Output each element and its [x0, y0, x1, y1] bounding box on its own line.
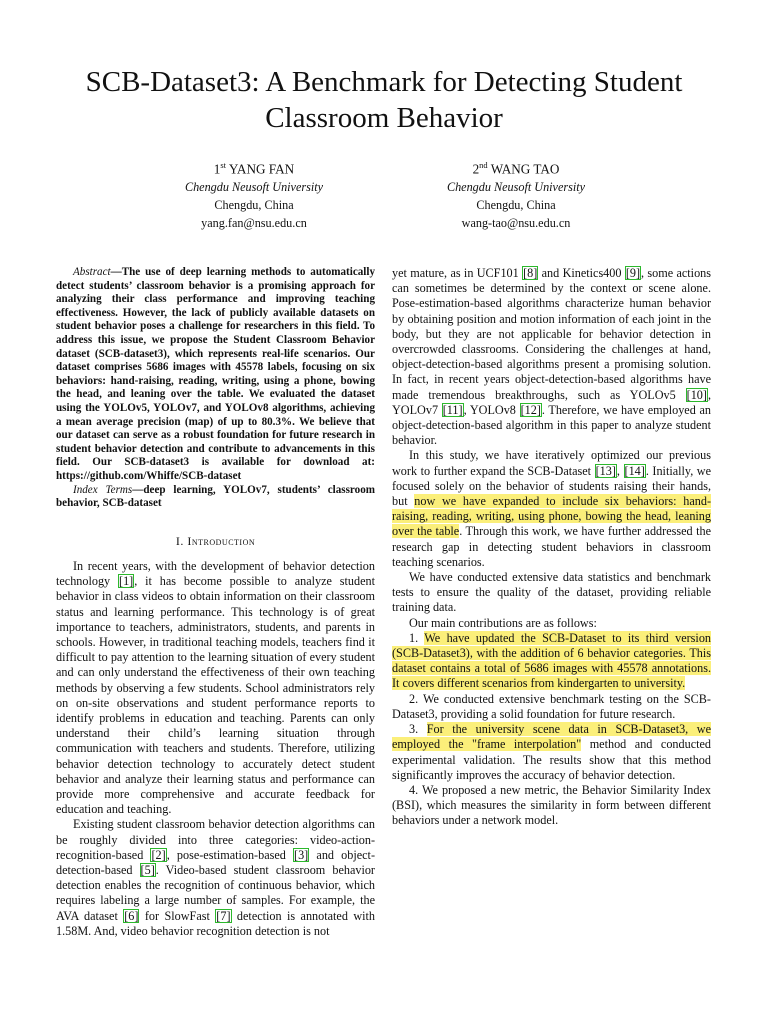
- text-run: yet mature, as in UCF101: [392, 266, 523, 280]
- index-terms: [56, 484, 375, 511]
- highlighted-text: now we have expanded to include six behaviors: hand-raising, reading, writing, using phone, bowing the head, leaning over the table: [392, 494, 711, 539]
- author-name-line: [124, 156, 384, 178]
- text-run: ,: [616, 463, 624, 478]
- author-name: YANG FAN: [228, 161, 295, 177]
- citation-link[interactable]: [1]: [119, 574, 134, 589]
- highlighted-text: We have updated the SCB-Dataset to its third version (SCB-Dataset3), with the addition of 6 behavior categories. This dataset contains a total of 5686 images with 45578 annotations. It covers different scenarios from kindergarten to university.: [392, 630, 712, 691]
- text-run: Existing student classroom behavior detection algorithms can be roughly divided into three categories: video-action-recognition-based: [56, 817, 375, 862]
- text-run: and Kinetics400: [538, 266, 625, 280]
- title-line-1: SCB-Dataset3: A Benchmark for Detecting Student: [85, 66, 683, 98]
- author-email: yang.fan@nsu.edu.cn: [201, 216, 307, 231]
- citation-link[interactable]: [10]: [686, 387, 707, 402]
- right-column: [392, 266, 711, 829]
- citation-link[interactable]: [14]: [624, 463, 645, 478]
- author-ordinal: 2: [472, 161, 480, 177]
- author-block-2: [386, 156, 646, 232]
- citation-link[interactable]: [6]: [124, 908, 139, 923]
- contributions-intro: Our main contributions are as follows:: [409, 615, 597, 630]
- author-ordinal: 1: [213, 161, 221, 177]
- item-number: 3.: [409, 722, 427, 737]
- author-name-line: [386, 156, 646, 178]
- intro-paragraph-1: [56, 559, 375, 817]
- abstract-lead: Abstract: [73, 266, 111, 278]
- index-terms-text: —deep learning, YOLOv7, students’ classroom behavior, SCB-dataset: [56, 483, 375, 510]
- text-run: . Therefore, we have employed an object-detection-based algorithm in this paper to analyze student behavior.: [392, 402, 711, 448]
- text-run: In this study, we have iteratively optimized our previous work to further expand the SCB-Dataset: [392, 448, 711, 478]
- contributions-list: [392, 631, 711, 829]
- author-ordinal-suffix: st: [220, 160, 227, 170]
- author-name: WANG TAO: [490, 161, 560, 177]
- text-run: . Through this work, we have further addressed the research gap in detecting student behaviors in classroom teaching scenarios.: [392, 524, 711, 569]
- section-title: Introduction: [187, 533, 256, 548]
- author-location: Chengdu, China: [476, 198, 556, 213]
- author-location: Chengdu, China: [214, 198, 294, 213]
- citation-link[interactable]: [7]: [216, 908, 231, 923]
- section-heading-introduction: [56, 534, 375, 549]
- citation-link[interactable]: [12]: [520, 402, 541, 417]
- author-block-1: [124, 156, 384, 232]
- citation-link[interactable]: [3]: [294, 847, 309, 862]
- citation-link[interactable]: [5]: [140, 862, 155, 877]
- text-run: . Video-based student classroom behavior detection enables the recognition of continuous behavior, which requires labeling a large number of samples. For example, the AVA dataset: [56, 862, 375, 923]
- author-affiliation: Chengdu Neusoft University: [184, 180, 324, 195]
- author-affiliation: Chengdu Neusoft University: [446, 180, 586, 195]
- intro-paragraph-3: [392, 448, 711, 570]
- contribution-item-3: [392, 722, 711, 783]
- text-run: , it has become possible to analyze student behavior in class videos to obtain information on their classroom status and learning performance. This technology is of great importance to teachers, administrators, students, and parents in schools. However, in traditional teaching models, teachers find it difficult to pay attention to the learning situation of every student and can only understand the effectiveness of their own teaching methods by observing a few students. School administrators rely on on-site observations and student performance reports to identify problems in education and teaching. Parents can only understand their child’s learning situation through communication with teachers and students. Therefore, utilizing behavior detection technology to accurately detect student behavior and analyze their learning status and performance can provide more comprehensive and accurate feedback for education and teaching.: [56, 574, 376, 817]
- text-run: In recent years, with the development of behavior detection technology: [56, 558, 375, 589]
- section-number: I.: [175, 533, 188, 548]
- left-column: [56, 266, 375, 939]
- text-run: , YOLOv7: [392, 387, 711, 417]
- intro-paragraph-4: We have conducted extensive data statistics and benchmark tests to ensure the quality of the dataset, providing reliable training data.: [392, 570, 711, 615]
- index-terms-lead: Index Terms: [73, 483, 133, 496]
- paper-title: [40, 64, 728, 136]
- text-run: , YOLOv8: [463, 402, 520, 417]
- text-run: , pose-estimation-based: [166, 847, 294, 862]
- abstract-text: —The use of deep learning methods to automatically detect students’ classroom behavior is a promising approach for analyzing their class performance and improving teaching effectiveness. However, the lack of publicly available datasets on student behavior poses a challenge for researchers in this field. To address this issue, we propose the Student Classroom Behavior dataset (SCB-dataset3), which represents real-life scenarios. Our dataset comprises 5686 images with 45578 labels, focusing on six behaviors: hand-raising, reading, writing, using a phone, bowing the head, and leaning over the table. We evaluated the dataset using the YOLOv5, YOLOv7, and YOLOv8 algorithms, achieving a mean average precision (map) of up to 80.3%. We believe that our dataset can serve as a robust foundation for future research in student behavior detection and contribute to advancements in this field. Our SCB-dataset3 is available for download at: https://github.com/Whiffe/SCB-dataset: [56, 266, 375, 482]
- citation-link[interactable]: [13]: [595, 463, 616, 478]
- citation-link[interactable]: [2]: [151, 847, 166, 862]
- item-number: 1.: [409, 630, 425, 645]
- text-run: . Initially, we focused solely on the behavior of students raising their hands, but: [392, 463, 711, 509]
- author-email: wang-tao@nsu.edu.cn: [461, 216, 571, 231]
- title-line-2: Classroom Behavior: [265, 102, 503, 134]
- intro-paragraph-2: [56, 817, 375, 939]
- contribution-item-1: [392, 631, 711, 692]
- citation-link[interactable]: [9]: [625, 266, 641, 280]
- text-run: detection is annotated with 1.58M. And, video behavior recognition detection is not: [56, 908, 375, 938]
- text-run: and object-detection-based: [56, 847, 375, 877]
- text-run: method and conducted experimental validation. The results show that this method significantly improves the accuracy of behavior detection.: [392, 737, 711, 782]
- citation-link[interactable]: [11]: [442, 402, 463, 417]
- citation-link[interactable]: [8]: [523, 266, 538, 280]
- contribution-item-2: 2. We conducted extensive benchmark testing on the SCB-Dataset3, providing a solid foundation for future research.: [392, 691, 711, 721]
- text-run: , some actions can sometimes be determined by the context or scene alone. Pose-estimation-based algorithms characterize human behavior by obtaining position and motion information of each joint in the body, but they are not applicable for behavior detection in overcrowded classrooms. Considering the challenges at hand, object-detection-based algorithms present a promising solution. In fact, in recent years object-detection-based algorithms have made tremendous breakthroughs, such as YOLOv5: [392, 266, 711, 402]
- contribution-item-4: 4. We proposed a new metric, the Behavior Similarity Index (BSI), which measures the similarity in form between different behaviors under a network model.: [392, 782, 711, 828]
- text-run: for SlowFast: [139, 908, 216, 923]
- abstract: [56, 266, 375, 484]
- author-ordinal-suffix: nd: [479, 160, 488, 170]
- highlighted-text: For the university scene data in SCB-Dataset3, we employed the "frame interpolation": [392, 722, 711, 752]
- intro-paragraph-2-continued: [392, 266, 711, 448]
